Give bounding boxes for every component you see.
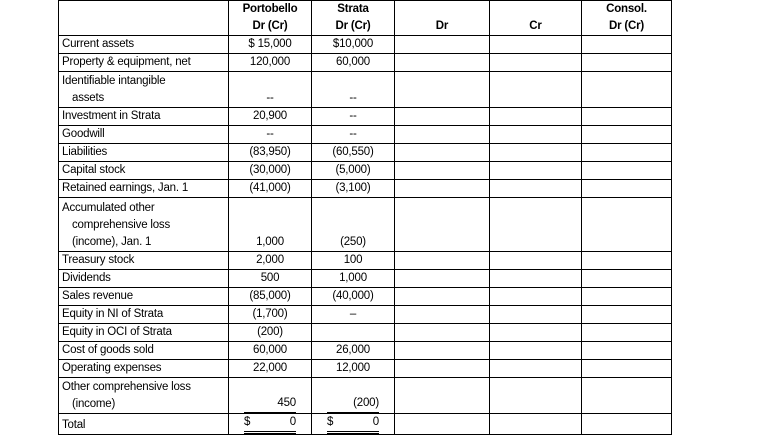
row-equity-oci [59, 324, 672, 342]
row-label: Property & equipment, net [59, 54, 229, 72]
row-total [59, 414, 672, 435]
row-property [59, 54, 672, 72]
row-aoci [59, 198, 672, 252]
strata-total: $ 0 [312, 414, 395, 435]
strata-value: (3,100) [312, 180, 395, 198]
dr-cell [395, 306, 490, 324]
consol-cell [582, 144, 672, 162]
cr-cell [490, 414, 582, 435]
portobello-value: -- [229, 72, 312, 108]
cr-cell [490, 252, 582, 270]
strata-value: (200) [312, 378, 395, 414]
cr-cell [490, 288, 582, 306]
consol-cell [582, 108, 672, 126]
row-label: Retained earnings, Jan. 1 [59, 180, 229, 198]
consol-cell [582, 270, 672, 288]
consol-cell [582, 72, 672, 108]
strata-value: (40,000) [312, 288, 395, 306]
dr-cell [395, 270, 490, 288]
dr-cell [395, 144, 490, 162]
consol-cell [582, 198, 672, 252]
row-goodwill [59, 126, 672, 144]
portobello-value: -- [229, 126, 312, 144]
dr-cell [395, 414, 490, 435]
dr-cell [395, 54, 490, 72]
strata-value: 60,000 [312, 54, 395, 72]
row-label: Accumulated other comprehensive loss (income), Jan. 1 [59, 198, 229, 252]
strata-value: 1,000 [312, 270, 395, 288]
row-label: Total [59, 414, 229, 435]
portobello-value: (85,000) [229, 288, 312, 306]
dr-cell [395, 198, 490, 252]
cr-cell [490, 126, 582, 144]
dr-cell [395, 108, 490, 126]
portobello-value: 2,000 [229, 252, 312, 270]
portobello-value: (41,000) [229, 180, 312, 198]
consol-cell [582, 306, 672, 324]
cr-cell [490, 54, 582, 72]
dr-cell [395, 162, 490, 180]
cr-cell [490, 198, 582, 252]
header-blank [59, 1, 229, 36]
consol-cell [582, 54, 672, 72]
header-row [59, 1, 672, 36]
row-current-assets [59, 36, 672, 54]
header-strata: Strata Dr (Cr) [312, 1, 395, 36]
strata-value: -- [312, 72, 395, 108]
row-intangibles [59, 72, 672, 108]
row-label: Current assets [59, 36, 229, 54]
cr-cell [490, 378, 582, 414]
portobello-value: 450 [229, 378, 312, 414]
cr-cell [490, 36, 582, 54]
row-label: Cost of goods sold [59, 342, 229, 360]
consol-cell [582, 324, 672, 342]
row-label: Capital stock [59, 162, 229, 180]
row-treasury-stock [59, 252, 672, 270]
strata-value: 26,000 [312, 342, 395, 360]
strata-value: 12,000 [312, 360, 395, 378]
row-label: Identifiable intangible assets [59, 72, 229, 108]
portobello-value: 120,000 [229, 54, 312, 72]
strata-value: (5,000) [312, 162, 395, 180]
strata-value: (60,550) [312, 144, 395, 162]
strata-value: (250) [312, 198, 395, 252]
header-dr: Dr [395, 1, 490, 36]
dr-cell [395, 72, 490, 108]
portobello-value: 500 [229, 270, 312, 288]
cr-cell [490, 162, 582, 180]
strata-value: -- [312, 126, 395, 144]
strata-value: -- [312, 108, 395, 126]
strata-value: $10,000 [312, 36, 395, 54]
row-label: Treasury stock [59, 252, 229, 270]
portobello-value: 60,000 [229, 342, 312, 360]
row-equity-ni [59, 306, 672, 324]
cr-cell [490, 306, 582, 324]
row-cogs [59, 342, 672, 360]
portobello-value: (83,950) [229, 144, 312, 162]
dr-cell [395, 252, 490, 270]
portobello-value: (30,000) [229, 162, 312, 180]
dr-cell [395, 288, 490, 306]
dr-cell [395, 378, 490, 414]
row-liabilities [59, 144, 672, 162]
row-label: Liabilities [59, 144, 229, 162]
portobello-value: $ 15,000 [229, 36, 312, 54]
consol-cell [582, 414, 672, 435]
portobello-value: (1,700) [229, 306, 312, 324]
row-label: Dividends [59, 270, 229, 288]
row-label: Goodwill [59, 126, 229, 144]
header-portobello: Portobello Dr (Cr) [229, 1, 312, 36]
consolidation-worksheet [58, 0, 672, 435]
cr-cell [490, 324, 582, 342]
cr-cell [490, 144, 582, 162]
row-retained-earnings [59, 180, 672, 198]
dr-cell [395, 180, 490, 198]
cr-cell [490, 180, 582, 198]
portobello-value: 20,900 [229, 108, 312, 126]
strata-value: – [312, 306, 395, 324]
strata-value: 100 [312, 252, 395, 270]
row-sales-revenue [59, 288, 672, 306]
dr-cell [395, 360, 490, 378]
header-cr: Cr [490, 1, 582, 36]
row-investment [59, 108, 672, 126]
consol-cell [582, 360, 672, 378]
consol-cell [582, 36, 672, 54]
portobello-total: $ 0 [229, 414, 312, 435]
dr-cell [395, 324, 490, 342]
row-label: Equity in NI of Strata [59, 306, 229, 324]
dr-cell [395, 342, 490, 360]
strata-value [312, 324, 395, 342]
row-label: Equity in OCI of Strata [59, 324, 229, 342]
row-label: Sales revenue [59, 288, 229, 306]
consol-cell [582, 378, 672, 414]
row-label: Operating expenses [59, 360, 229, 378]
row-label: Other comprehensive loss (income) [59, 378, 229, 414]
portobello-value: 22,000 [229, 360, 312, 378]
consol-cell [582, 162, 672, 180]
consol-cell [582, 180, 672, 198]
cr-cell [490, 360, 582, 378]
row-label: Investment in Strata [59, 108, 229, 126]
header-consol: Consol. Dr (Cr) [582, 1, 672, 36]
consol-cell [582, 126, 672, 144]
cr-cell [490, 72, 582, 108]
row-other-comprehensive [59, 378, 672, 414]
row-dividends [59, 270, 672, 288]
consol-cell [582, 252, 672, 270]
portobello-value: 1,000 [229, 198, 312, 252]
cr-cell [490, 270, 582, 288]
consol-cell [582, 342, 672, 360]
consol-cell [582, 288, 672, 306]
cr-cell [490, 108, 582, 126]
dr-cell [395, 36, 490, 54]
row-capital-stock [59, 162, 672, 180]
cr-cell [490, 342, 582, 360]
row-operating-expenses [59, 360, 672, 378]
portobello-value: (200) [229, 324, 312, 342]
dr-cell [395, 126, 490, 144]
